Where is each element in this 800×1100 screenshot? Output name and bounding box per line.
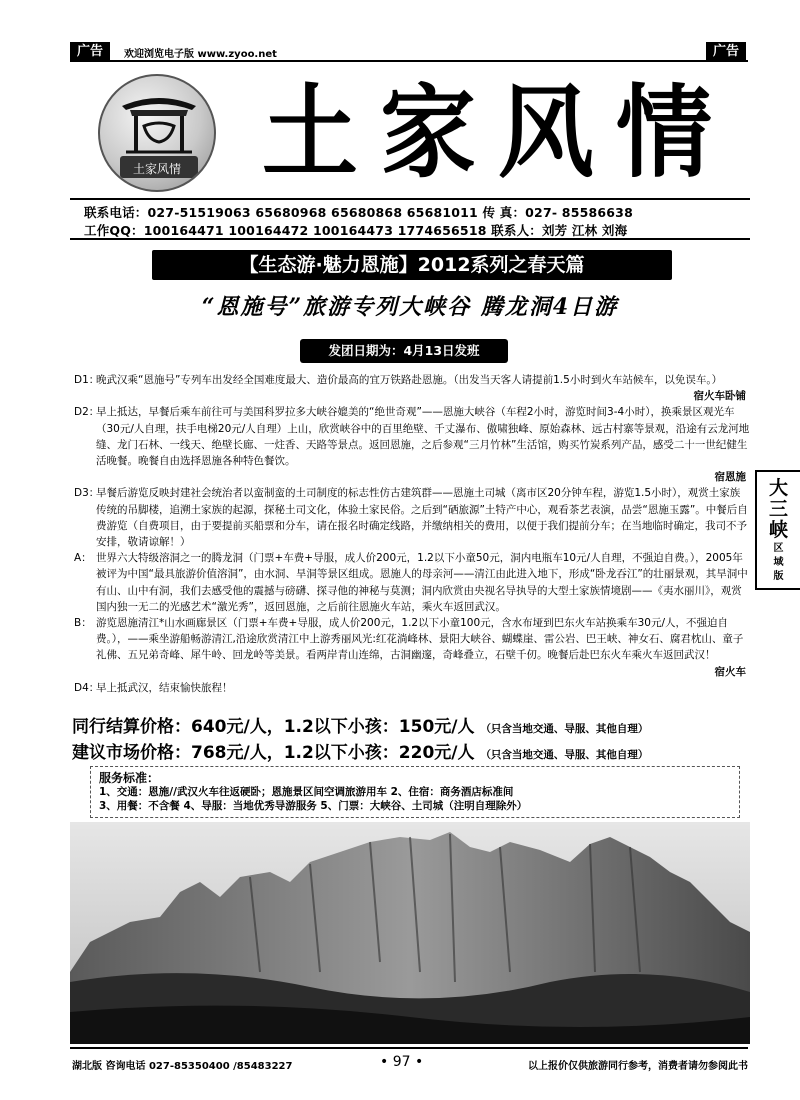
- series-banner: 【生态游·魅力恩施】2012系列之春天篇: [152, 250, 672, 280]
- contact-qq-row: 工作QQ：100164471 100164472 100164473 1774656518 联系人：刘芳 江林 刘海: [84, 223, 628, 238]
- day-label: D2：: [74, 406, 100, 419]
- contact-info: [70, 198, 750, 240]
- day-label: D1：: [74, 374, 100, 386]
- header-divider: [70, 60, 748, 62]
- day-note: 宿火车: [714, 665, 746, 678]
- footer-disclaimer: 以上报价仅供旅游同行参考，消费者请勿参阅此书: [528, 1061, 748, 1072]
- service-line: 3、用餐：不含餐 4、导服：当地优秀导游服务 5、门票：大峡谷、土司城（注明自理除外）: [99, 800, 528, 812]
- service-standards: [90, 766, 740, 818]
- brand-title: 土家风情: [262, 73, 734, 192]
- day-note: 宿恩施: [714, 471, 746, 484]
- itinerary-day: [74, 372, 750, 404]
- itinerary-option: [74, 550, 750, 615]
- side-tab-char: 峡: [768, 519, 788, 541]
- itinerary-option: [74, 615, 750, 680]
- market-price: [72, 738, 648, 763]
- contact-phone-row: 联系电话：027-51519063 65680968 65680868 65681011 传 真：027- 85586638: [84, 205, 633, 220]
- logo-caption: 土家风情: [132, 162, 181, 176]
- side-tab-char: 三: [768, 498, 788, 520]
- day-text: 游览恩施清江*山水画廊景区（门票+车费+导服，成人价200元，1.2以下小童100元，含水布垭到巴东火车站换乘车30元/人，不强迫自费。），——乘坐游船畅游清江,沿途欣赏清江中上游秀丽风光:红花淌峰林、景阳大峡谷、蝴蝶崖、雷公岩、巴王峡、神女石、腐君枕山、童子礼佛、五兄弟奇峰、犀牛岭、回龙岭等美景。看两岸青山连绵，古洞幽邃，奇峰叠立，石壁千仞。晚餐后赴巴东火车乘火车返回武汉！: [96, 617, 744, 662]
- side-tab-small-char: 区: [773, 543, 784, 554]
- itinerary: [74, 372, 750, 696]
- side-tab-small-char: 域: [773, 557, 784, 568]
- logo: [98, 74, 216, 192]
- trade-price-label: 同行结算价格：640元/人，1.2以下小孩：150元/人: [72, 717, 475, 737]
- canyon-photo: [70, 822, 750, 1044]
- itinerary-day: [74, 404, 750, 485]
- day-label: D3：: [74, 487, 100, 500]
- day-text: 早上抵达，早餐后乘车前往可与美国科罗拉多大峡谷媲美的“绝世奇观”——恩施大峡谷（车程2小时，游览时间3-4小时），换乘景区观光车（30元/人自理，扶手电梯20元/人自理）上山，欣赏峡谷中的百里绝壁、千丈瀑布、傲啸独峰、原始森林、远古村寨等景观，沿途有云龙河地缝、龙门石林、一线天、绝壁长廊、一炷香、天路等景点。返回恩施，之后参观“三月竹林”生活馆，购买竹炭系列产品，感受二十一世纪健生活晚餐。晚餐自由选择恩施各种特色餐饮。: [96, 406, 750, 468]
- itinerary-day: [74, 680, 750, 696]
- tour-subtitle: “恩施号”旅游专列大峡谷 腾龙洞4日游: [201, 294, 619, 320]
- market-price-label: 建议市场价格：768元/人，1.2以下小孩：220元/人: [72, 743, 475, 763]
- market-price-note: （只含当地交通、导服、其他自理）: [480, 749, 649, 761]
- ad-label-right: 广告: [706, 42, 746, 62]
- ad-label-left: 广告: [70, 42, 110, 62]
- site-url-text: 欢迎浏览电子版 www.zyoo.net: [124, 49, 277, 60]
- day-label: B：: [74, 617, 92, 630]
- day-text: 世界六大特级溶洞之一的腾龙洞（门票+车费+导服，成人价200元，1.2以下小童50元，洞内电瓶车10元/人自理，不强迫自费。），2005年被评为中国“最具旅游价值溶洞”，由水洞、旱洞等景区组成。恩施人的母亲河——清江由此进入地下，形成“卧龙吞江”的壮丽景观，其旱洞中有山、山中有洞，我们去感受他的震撼与磅礴、探寻他的神秘与莫测；洞内欣赏由央视名导执导的大型土家族情境剧——《夷水丽川》，观赏国内独一无二的光感艺术“激光秀”，返回恩施，之后前往恩施火车站，乘火车返回武汉。: [96, 552, 748, 613]
- side-tab-char: 大: [768, 477, 788, 499]
- trade-price-note: （只含当地交通、导服、其他自理）: [480, 723, 649, 735]
- trade-price: [72, 712, 648, 737]
- day-label: A：: [74, 552, 92, 565]
- side-tab-small-char: 版: [773, 571, 784, 582]
- footer-divider: [70, 1047, 748, 1049]
- service-line: 1、交通：恩施//武汉火车往返硬卧；恩施景区间空调旅游用车 2、住宿：商务酒店标准间: [99, 786, 514, 798]
- page-number: • 97 •: [380, 1054, 424, 1070]
- canyon-landscape-icon: [70, 822, 750, 1044]
- itinerary-day: [74, 485, 750, 550]
- day-note: 宿火车卧铺: [693, 390, 746, 403]
- day-text: 早上抵武汉，结束愉快旅程！: [96, 681, 233, 694]
- footer-contact: 湖北版 咨询电话 027-85350400 /85483227: [72, 1061, 293, 1072]
- service-title: 服务标准：: [99, 771, 160, 785]
- day-text: 早餐后游览反映封建社会统治者以蛮制蛮的土司制度的标志性仿古建筑群——恩施土司城（离市区20分钟车程，游览1.5小时），观赏土家族传统的吊脚楼，追溯土家族的起源，探秘土司文化，体验土家民俗。之后到“硒旅源”土特产中心，观看茶艺表演，品尝“恩施玉露”。中餐后自费游览（自费项目，由于要提前买船票和分车，请在报名时确定线路，并缴纳相关的费用，以便于我们提前分车；在当地临时确定，我司不予安排，敬请谅解！）: [96, 487, 748, 549]
- day-label: D4：: [74, 681, 100, 694]
- day-text: 晚武汉乘“恩施号”专列车出发经全国难度最大、造价最高的宜万铁路赴恩施。（出发当天客人请提前1.5小时到火车站候车，以免误车。）: [96, 374, 723, 386]
- departure-date-badge: 发团日期为：4月13日发班: [300, 339, 508, 363]
- region-side-tab: [755, 470, 800, 590]
